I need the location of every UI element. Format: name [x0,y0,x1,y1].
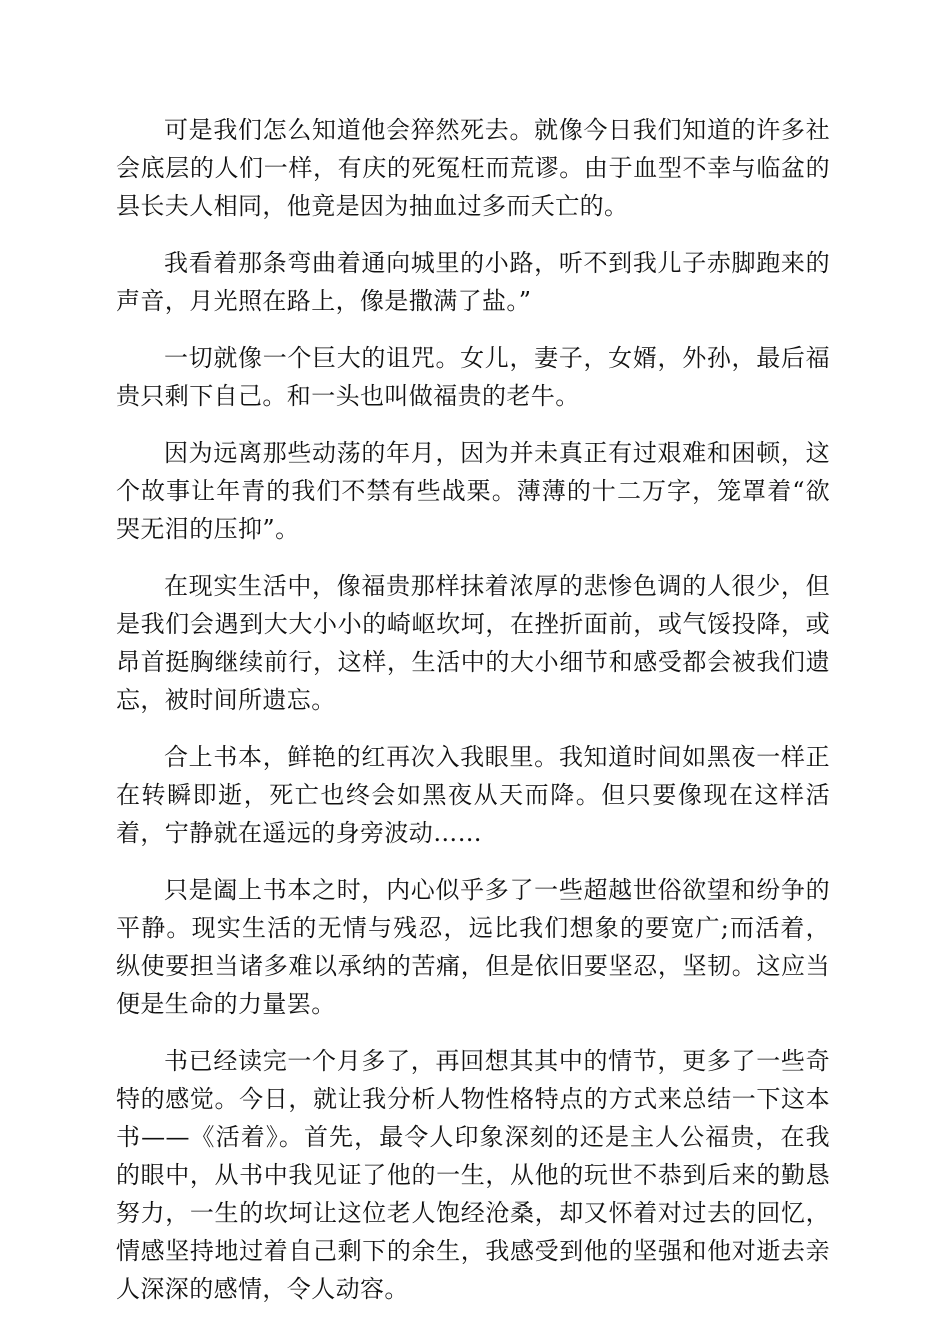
paragraph-4: 因为远离那些动荡的年月，因为并未真正有过艰难和困顿，这个故事让年青的我们不禁有些战栗。薄薄的十二万字，笼罩着“欲哭无泪的压抑”。 [116,439,830,543]
paragraph-8: 书已经读完一个月多了，再回想其其中的情节，更多了一些奇特的感觉。今日，就让我分析人物性格特点的方式来总结一下这本书——《活着》。首先，最令人印象深刻的还是主人公福贵，在我的眼中，从书中我见证了他的一生，从他的玩世不恭到后来的勤恳努力，一生的坎坷让这位老人饱经沧桑，却又怀着对过去的回忆，情感坚持地过着自己剩下的余生，我感受到他的坚强和他对逝去亲人深深的感情，令人动容。 [116,1047,830,1303]
paragraph-3: 一切就像一个巨大的诅咒。女儿，妻子，女婿，外孙，最后福贵只剩下自己。和一头也叫做福贵的老牛。 [116,344,830,410]
paragraph-2: 我看着那条弯曲着通向城里的小路，听不到我儿子赤脚跑来的声音，月光照在路上，像是撒满了盐。” [116,249,830,315]
paragraph-7: 只是阖上书本之时，内心似乎多了一些超越世俗欲望和纷争的平静。现实生活的无情与残忍，远比我们想象的要宽广;而活着，纵使要担当诸多难以承纳的苦痛，但是依旧要坚忍，坚韧。这应当便是生命的力量罢。 [116,876,830,1018]
paragraph-1: 可是我们怎么知道他会猝然死去。就像今日我们知道的许多社会底层的人们一样，有庆的死冤枉而荒谬。由于血型不幸与临盆的县长夫人相同，他竟是因为抽血过多而夭亡的。 [116,116,830,220]
paragraph-5: 在现实生活中，像福贵那样抹着浓厚的悲惨色调的人很少，但是我们会遇到大大小小的崎岖坎坷，在挫折面前，或气馁投降，或昂首挺胸继续前行，这样，生活中的大小细节和感受都会被我们遗忘，被时间所遗忘。 [116,572,830,714]
paragraph-6: 合上书本，鲜艳的红再次入我眼里。我知道时间如黑夜一样正在转瞬即逝，死亡也终会如黑夜从天而降。但只要像现在这样活着，宁静就在遥远的身旁波动…… [116,743,830,847]
